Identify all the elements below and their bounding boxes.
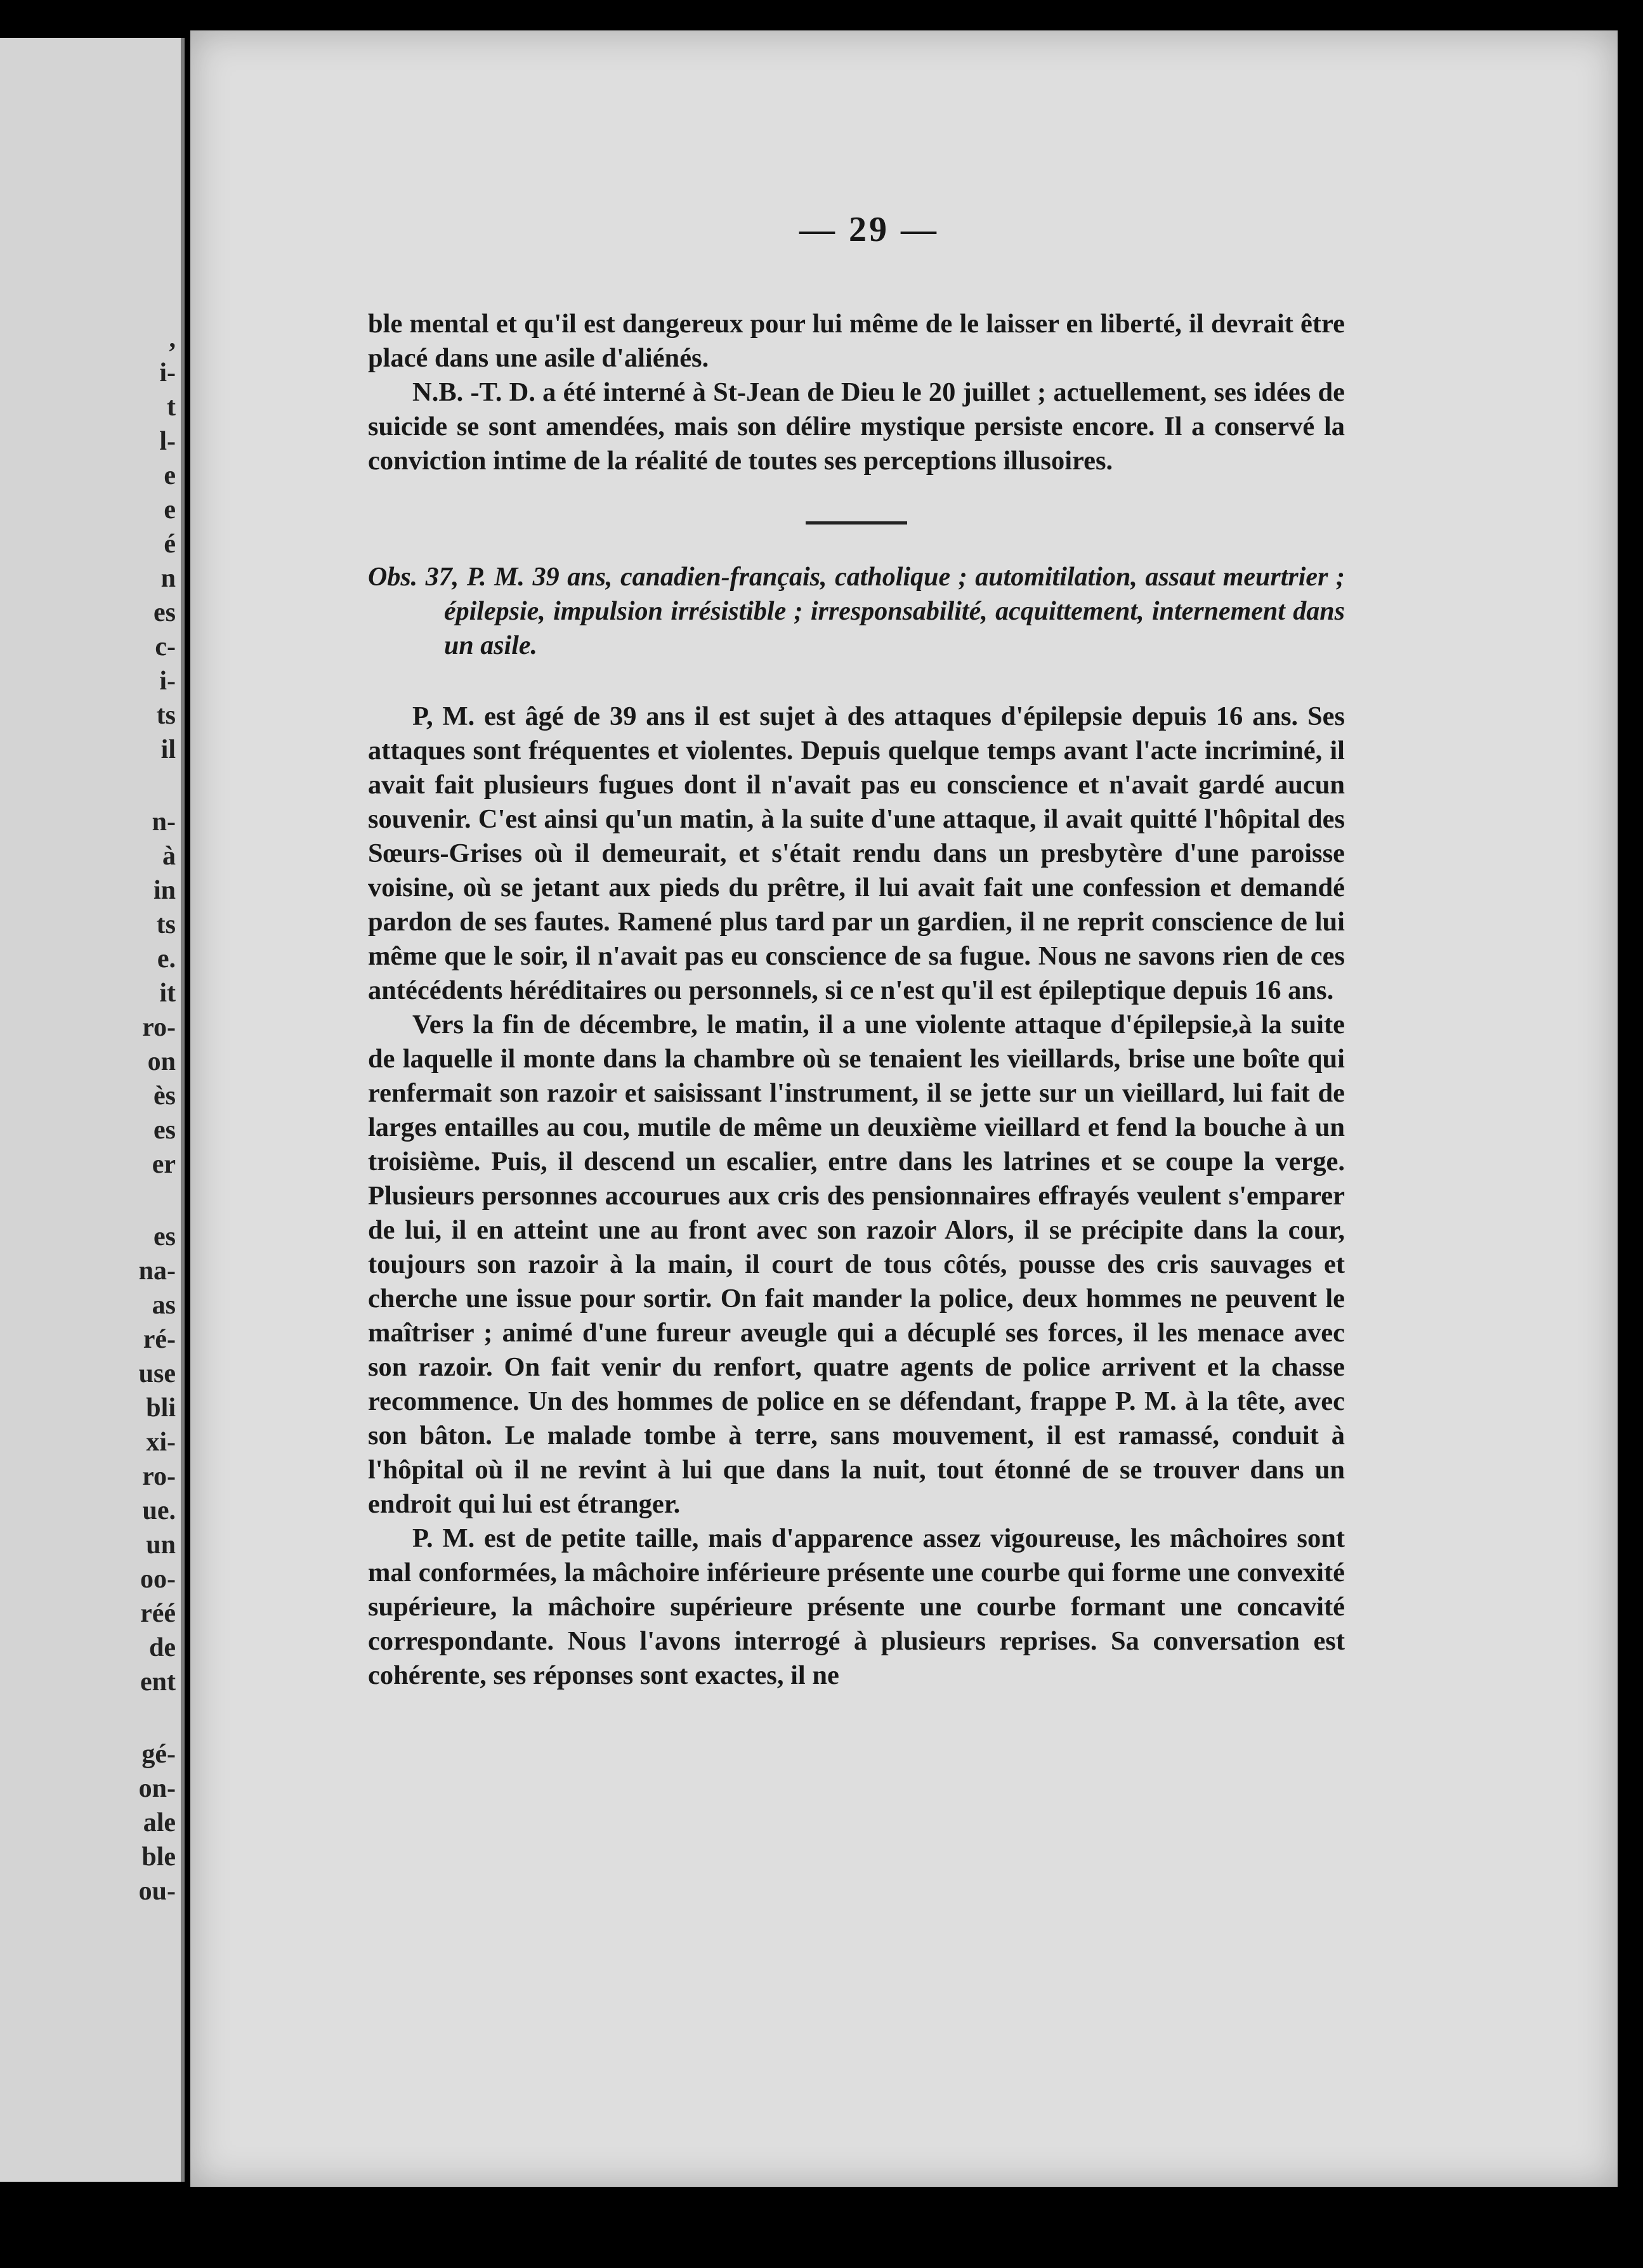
page-text (368, 209, 1345, 1693)
margin-fragment: er (152, 1150, 176, 1179)
margin-fragment: ts (156, 701, 176, 730)
margin-fragment: é (164, 530, 176, 559)
paragraph-continued: ble mental et qu'il est dangereux pour lui même de le laisser en liberté, il devrait être placé dans une asile d'aliénés. (368, 309, 1345, 373)
margin-fragment: in (153, 876, 176, 905)
margin-fragment: oo- (140, 1565, 176, 1594)
margin-fragment: ble (141, 1842, 176, 1872)
margin-fragment: use (138, 1359, 176, 1388)
margin-fragment: on- (138, 1774, 176, 1803)
margin-fragment: e (164, 495, 176, 525)
margin-fragment: on (147, 1047, 176, 1076)
margin-fragment: gé- (141, 1740, 176, 1769)
margin-fragment: un (146, 1530, 176, 1560)
previous-page-edge (0, 38, 185, 2182)
margin-fragment: es (154, 1222, 176, 1251)
margin-fragment: il (160, 735, 176, 764)
margin-fragment: de (149, 1633, 176, 1662)
margin-fragment: ent (140, 1667, 176, 1697)
margin-fragment: it (159, 979, 176, 1008)
paragraph-body-3: P. M. est de petite taille, mais d'apparence assez vigoureuse, les mâchoires sont mal conformées, la mâchoire inférieure présente une courbe qui forme une convexité supérieure, la mâchoire supérieure présente une courbe formant une concavité correspondante. Nous l'avons interrogé à plusieurs reprises. Sa conversation est cohérente, ses réponses sont exactes, il ne (368, 1523, 1345, 1690)
margin-fragment: e (164, 461, 176, 490)
margin-fragment: bli (146, 1393, 176, 1423)
margin-fragment: i- (159, 667, 176, 696)
margin-fragment: es (154, 1116, 176, 1145)
margin-fragment: t (167, 393, 176, 422)
margin-fragment: ts (156, 910, 176, 939)
margin-fragment: i- (159, 358, 176, 388)
margin-fragment: c- (155, 632, 176, 662)
margin-fragment: ès (154, 1081, 176, 1111)
paragraph-nb: N.B. -T. D. a été interné à St-Jean de Dieu le 20 juillet ; actuellement, ses idées de suicide se sont amendées, mais son délire mystique persiste encore. Il a conservé la conviction intime de la réalité de toutes ses perceptions illusoires. (368, 377, 1345, 476)
margin-fragment: es (154, 598, 176, 627)
margin-fragment: ré- (143, 1325, 176, 1354)
margin-fragment: xi- (146, 1428, 176, 1457)
page-number: — 29 — (799, 210, 939, 249)
margin-fragment: réé (140, 1599, 176, 1628)
margin-fragment: n- (152, 807, 176, 837)
margin-fragment: ou- (138, 1877, 176, 1906)
section-divider (806, 521, 907, 525)
margin-fragment: à (162, 842, 176, 871)
paragraph-body-2: Vers la fin de décembre, le matin, il a une violente attaque d'épilepsie,à la suite de laquelle il monte dans la chambre où se tenaient les vieillards, brise une boîte qui renfermait son razoir et saisissant l'instrument, il se jette sur un vieillard, lui fait de larges entailles au cou, mutile de même un deuxième vieillard et fend la bouche à un troisième. Puis, il descend un escalier, entre dans les latrines et se coupe la verge. Plusieurs personnes accourues aux cris des pensionnaires effrayés veulent s'emparer de lui, il en atteint une au front avec son razoir Alors, il se précipite dans la cour, toujours son razoir à la main, il court de tous côtés, pousse des cris sauvages et cherche une issue pour sortir. On fait mander la police, deux hommes ne peuvent le maîtriser ; animé d'une fureur aveugle qui a décuplé ses forces, il les menace avec son razoir. On fait venir du renfort, quatre agents de police arrivent et la chasse recommence. Un des hommes de police en se défendant, frappe P. M. à la tête, avec son bâton. Le malade tombe à terre, sans mouvement, il est ramassé, conduit à l'hôpital où il ne revint à lui que dans la nuit, tout étonné de se trouver dans un endroit qui lui est étranger. (368, 1010, 1345, 1519)
margin-fragment: n (160, 564, 176, 593)
margin-fragment: na- (138, 1256, 176, 1286)
margin-fragment: ale (143, 1808, 176, 1837)
margin-fragment: ue. (142, 1496, 176, 1525)
margin-fragment: e. (157, 944, 176, 974)
observation-heading: Obs. 37, P. M. 39 ans, canadien-français, catholique ; automitilation, assaut meurtrier ; épilepsie, impulsion irrésistible ; irresponsabilité, acquittement, internement dans un asile. (368, 563, 1345, 660)
margin-fragment: , (169, 324, 176, 353)
margin-fragment: l- (159, 427, 176, 456)
margin-fragment: ro- (142, 1013, 176, 1042)
paragraph-body-1: P, M. est âgé de 39 ans il est sujet à des attaques d'épilepsie depuis 16 ans. Ses attaques sont fréquentes et violentes. Depuis quelque temps avant l'acte incriminé, il avait fait plusieurs fugues dont il n'avait pas eu conscience et n'avait gardé aucun souvenir. C'est ainsi qu'un matin, à la suite d'une attaque, il avait quitté l'hôpital des Sœurs-Grises où il demeurait, et s'était rendu dans un presbytère d'une paroisse voisine, où se jetant aux pieds du prêtre, il lui avait fait une confession et demandé pardon de ses fautes. Ramené plus tard par un gardien, il ne reprit conscience de lui même que le soir, il n'avait pas eu conscience de sa fugue. Nous ne savons rien de ces antécédents héréditaires ou personnels, si ce n'est qu'il est épileptique depuis 16 ans. (368, 701, 1345, 1005)
margin-fragment: as (152, 1291, 176, 1320)
margin-fragment: ro- (142, 1462, 176, 1491)
